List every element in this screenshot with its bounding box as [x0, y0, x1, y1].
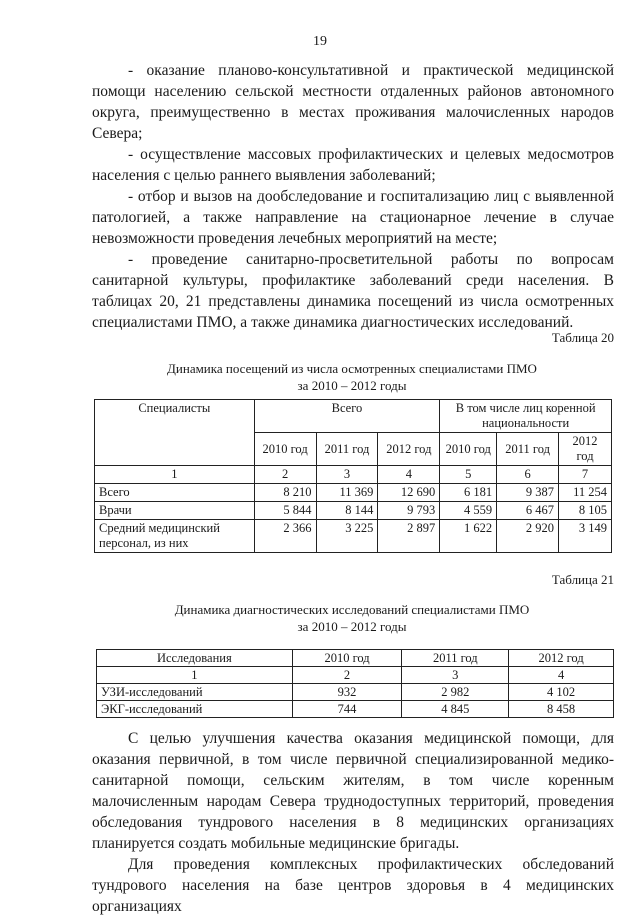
table-cell: 2 982: [402, 684, 509, 701]
table-cell: 11 254: [559, 484, 612, 502]
paragraph-text: С целью улучшения качества оказания медицинской помощи, для оказания первичной, в том числе первичной специализированной медико-санитарной помощи, сельским жителям, в том числе коренным малочисленным народам Севера труднодоступных территорий, проведения обследования тундрового населения в 8 медицинских организациях планируется создать мобильные медицинские бригады.: [92, 730, 614, 852]
column-number-row: [97, 667, 614, 684]
header-year: 2011 год: [316, 433, 378, 466]
column-number: 1: [97, 667, 293, 684]
header-year: 2010 год: [292, 650, 402, 667]
table21-title: [92, 601, 612, 635]
table-row: [97, 701, 614, 718]
table-row: [95, 520, 612, 553]
table-cell: 9 387: [497, 484, 559, 502]
bullet-text: - осуществление массовых профилактических и целевых медосмотров населения с целью раннего выявления заболеваний;: [92, 146, 614, 184]
table-cell: 12 690: [378, 484, 440, 502]
table-cell: 1 622: [440, 520, 497, 553]
table-cell: 8 105: [559, 502, 612, 520]
table-cell: 4 845: [402, 701, 509, 718]
column-number: 7: [559, 466, 612, 484]
header-year: 2011 год: [402, 650, 509, 667]
table-cell: 932: [292, 684, 402, 701]
header-year: 2012 год: [378, 433, 440, 466]
table-cell: 2 366: [254, 520, 316, 553]
table20: [94, 399, 612, 553]
closing-paragraph-mobile-teams: [92, 728, 614, 854]
table-cell: 4 559: [440, 502, 497, 520]
table20-label: Таблица 20: [551, 330, 614, 345]
bullet-sanitary-education: [92, 249, 614, 333]
header-year: 2011 год: [497, 433, 559, 466]
table-cell: 5 844: [254, 502, 316, 520]
column-number: 4: [509, 667, 614, 684]
row-label: УЗИ-исследований: [97, 684, 293, 701]
table-cell: 8 458: [509, 701, 614, 718]
bullet-consultative-help: [92, 60, 614, 144]
closing-paragraph-health-centers: [92, 854, 614, 917]
table20-title-line2: за 2010 – 2012 годы: [297, 378, 407, 393]
table21-title-line2: за 2010 – 2012 годы: [297, 619, 407, 634]
bullet-text: - отбор и вызов на дообследование и госпитализацию лиц с выявленной патологией, а также направление на стационарное лечение в случае невозможности проведения лечебных мероприятий на месте;: [92, 188, 614, 247]
table21-title-line1: Динамика диагностических исследований специалистами ПМО: [174, 602, 530, 617]
column-number: 6: [497, 466, 559, 484]
header-year: 2010 год: [254, 433, 316, 466]
table-row: [95, 502, 612, 520]
column-number: 4: [378, 466, 440, 484]
page-number: 19: [313, 34, 327, 49]
table-cell: 2 897: [378, 520, 440, 553]
table-header-row: [97, 650, 614, 667]
table21: [96, 649, 614, 718]
header-year: 2012 год: [509, 650, 614, 667]
table-cell: 4 102: [509, 684, 614, 701]
column-number: 5: [440, 466, 497, 484]
table-cell: 8 210: [254, 484, 316, 502]
header-specialists: Специалисты: [95, 400, 255, 466]
header-total: Всего: [254, 400, 440, 433]
row-label: Врачи: [95, 502, 255, 520]
table-cell: 6 181: [440, 484, 497, 502]
column-number-row: [95, 466, 612, 484]
paragraph-text: Для проведения комплексных профилактических обследований тундрового населения на базе центров здоровья в 4 медицинских организациях: [92, 856, 614, 915]
bullet-selection-hospitalization: [92, 186, 614, 249]
table-cell: 9 793: [378, 502, 440, 520]
table20-title-line1: Динамика посещений из числа осмотренных специалистами ПМО: [167, 361, 537, 376]
table-row: [95, 484, 612, 502]
row-label: Всего: [95, 484, 255, 502]
header-research: Исследования: [97, 650, 293, 667]
header-year: 2012 год: [559, 433, 612, 466]
row-label: Средний медицинский персонал, из них: [95, 520, 255, 553]
table-cell: 6 467: [497, 502, 559, 520]
row-label: ЭКГ-исследований: [97, 701, 293, 718]
bullet-mass-checkups: [92, 144, 614, 186]
table-cell: 3 149: [559, 520, 612, 553]
column-number: 1: [95, 466, 255, 484]
table20-title: [92, 360, 612, 394]
table-cell: 11 369: [316, 484, 378, 502]
column-number: 2: [254, 466, 316, 484]
column-number: 3: [316, 466, 378, 484]
bullet-text: - оказание планово-консультативной и практической медицинской помощи населению сельской местности отдаленных районов автономного округа, преимущественно в местах проживания малочисленных народов Севера;: [92, 62, 614, 142]
table-row: [97, 684, 614, 701]
table-cell: 744: [292, 701, 402, 718]
header-year: 2010 год: [440, 433, 497, 466]
table21-label: Таблица 21: [551, 572, 614, 587]
column-number: 2: [292, 667, 402, 684]
column-number: 3: [402, 667, 509, 684]
table-cell: 8 144: [316, 502, 378, 520]
table-cell: 3 225: [316, 520, 378, 553]
bullet-text: - проведение санитарно-просветительной работы по вопросам санитарной культуры, профилактике заболеваний среди населения. В таблицах 20, 21 представлены динамика посещений из числа осмотренных специалистами ПМО, а также динамика диагностических исследований.: [92, 251, 614, 331]
table-header-row: [95, 400, 612, 433]
header-indigenous: В том числе лиц коренной национальности: [440, 400, 612, 433]
table-cell: 2 920: [497, 520, 559, 553]
